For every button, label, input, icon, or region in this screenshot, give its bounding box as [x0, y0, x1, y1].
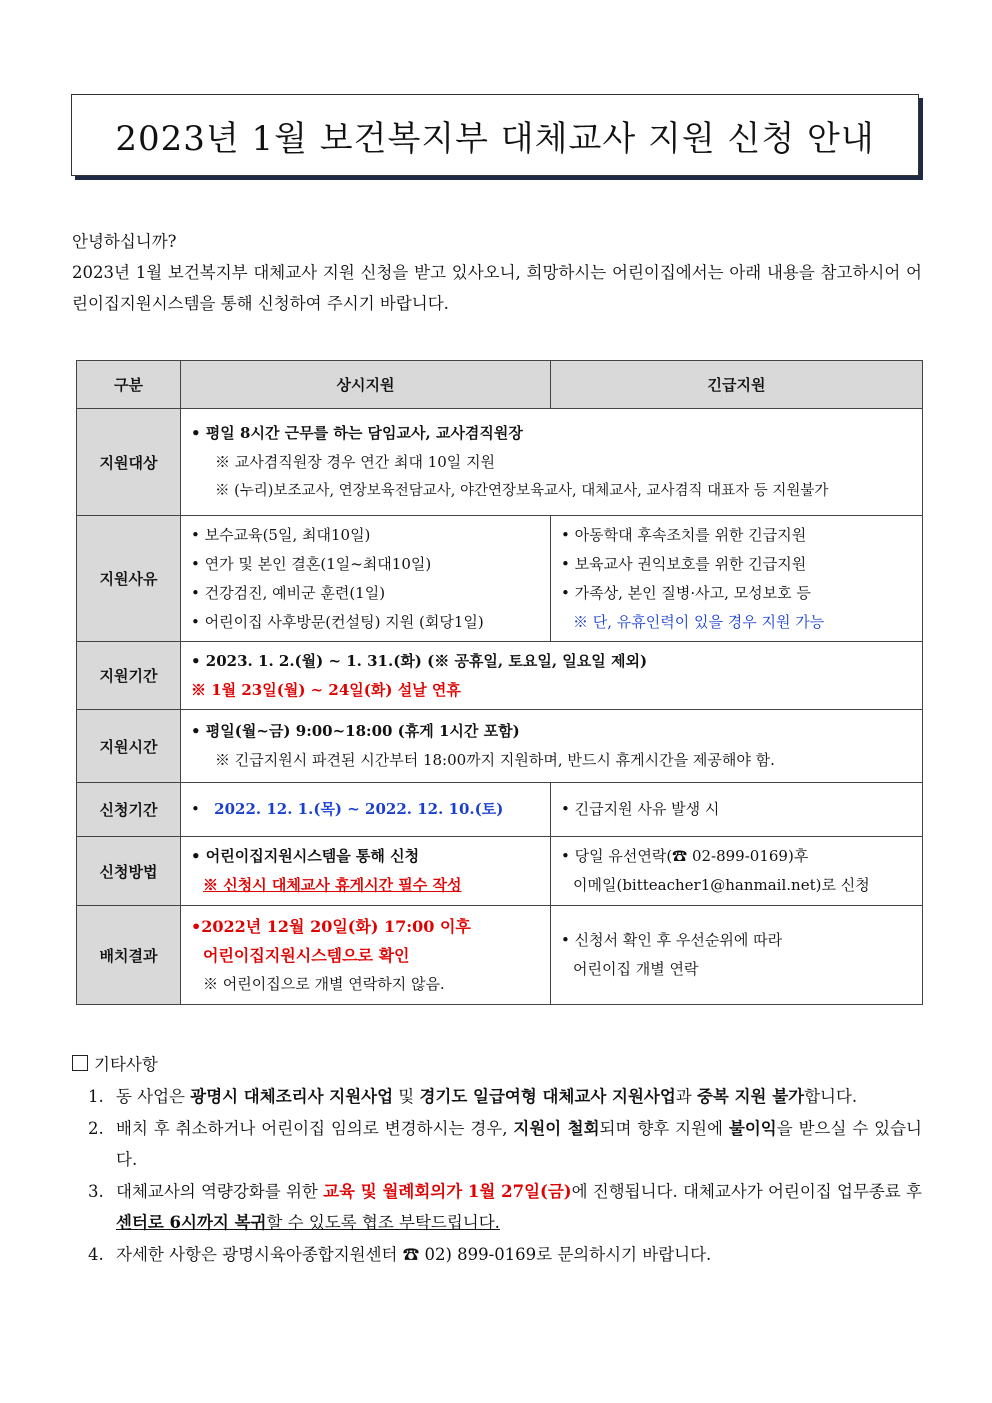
row-method	[77, 837, 923, 906]
title-box	[71, 94, 919, 176]
note-bold: 경기도 일급여형 대체교사 지원사업	[419, 1087, 676, 1106]
note-text: 을 받으실 수 있습니다.	[116, 1119, 922, 1169]
intro	[72, 226, 922, 319]
result-regular-note: ※ 어린이집으로 개별 연락하지 않음.	[203, 974, 445, 993]
method-emergency-2: 이메일(bitteacher1@hanmail.net)로 신청	[573, 876, 870, 894]
target-note-2: ※ (누리)보조교사, 연장보육전담교사, 야간연장보육교사, 대체교사, 교사겸직 대표자 등 지원불가	[215, 482, 829, 499]
note-underline-bold: 센터로 6시까지 복귀	[116, 1213, 267, 1232]
row-label-method: 신청방법	[77, 837, 181, 906]
reason-emergency-cell	[551, 516, 923, 642]
note-item-1	[72, 1081, 922, 1112]
hours-main: • 평일(월~금) 9:00~18:00 (휴게 1시간 포함)	[191, 722, 520, 740]
note-item-2	[72, 1113, 922, 1175]
reason-regular-item: • 어린이집 사후방문(컨설팅) 지원 (회당1일)	[191, 612, 484, 631]
reason-emergency-item: • 아동학대 후속조치를 위한 긴급지원	[561, 525, 807, 544]
reason-emergency-note: ※ 단, 유휴인력이 있을 경우 지원 가능	[573, 612, 825, 631]
reason-regular-item: • 연가 및 본인 결혼(1일~최대10일)	[191, 554, 432, 573]
row-target	[77, 409, 923, 516]
note-bold: 광명시 대체조리사 지원사업	[190, 1087, 394, 1106]
apply-period-regular-cell	[181, 783, 551, 837]
row-hours	[77, 710, 923, 783]
row-label-result: 배치결과	[77, 906, 181, 1005]
method-emergency-1: • 당일 유선연락(☎ 02-899-0169)후	[561, 847, 809, 865]
note-text: 과	[675, 1087, 697, 1106]
result-regular-cell	[181, 906, 551, 1005]
note-underline: 할 수 있도록 협조 부탁드립니다.	[266, 1213, 500, 1232]
row-label-hours: 지원시간	[77, 710, 181, 783]
period-main: • 2023. 1. 2.(월) ~ 1. 31.(화) (※ 공휴일, 토요일, 일요일 제외)	[191, 651, 648, 670]
row-label-target: 지원대상	[77, 409, 181, 516]
page-title: 2023년 1월 보건복지부 대체교사 지원 신청 안내	[115, 118, 875, 159]
row-reason	[77, 516, 923, 642]
note-bold: 중복 지원 불가	[696, 1087, 805, 1106]
target-cell	[181, 409, 923, 516]
reason-regular-cell	[181, 516, 551, 642]
row-label-reason: 지원사유	[77, 516, 181, 642]
note-text: 및	[393, 1087, 420, 1106]
method-regular-cell	[181, 837, 551, 906]
greeting: 안녕하십니까?	[72, 232, 177, 251]
note-bold: 불이익	[728, 1119, 777, 1138]
checkbox-square-icon	[72, 1055, 88, 1071]
header-regular: 상시지원	[181, 361, 551, 409]
method-regular-note: ※ 신청시 대체교사 휴게시간 필수 작성	[203, 876, 462, 894]
note-number: 1.	[88, 1087, 104, 1106]
header-emergency: 긴급지원	[551, 361, 923, 409]
note-number: 4.	[88, 1245, 104, 1264]
result-emergency-1: • 신청서 확인 후 우선순위에 따라	[561, 931, 783, 949]
target-note-1: ※ 교사겸직원장 경우 연간 최대 10일 지원	[215, 452, 496, 471]
table-header-row	[77, 361, 923, 409]
row-apply-period	[77, 783, 923, 837]
note-text: 되며 향후 지원에	[599, 1119, 729, 1138]
apply-period-dates: 2022. 12. 1.(목) ~ 2022. 12. 10.(토)	[214, 800, 504, 818]
method-emergency-cell	[551, 837, 923, 906]
note-text: 배치 후 취소하거나 어린이집 임의로 변경하시는 경우,	[116, 1119, 514, 1138]
apply-period-bullet: •	[191, 800, 200, 818]
support-table	[76, 360, 923, 1005]
apply-period-emergency-cell	[551, 783, 923, 837]
notes-heading	[72, 1050, 922, 1080]
period-holiday: ※ 1월 23일(월) ~ 24일(화) 설날 연휴	[191, 680, 461, 699]
intro-body: 2023년 1월 보건복지부 대체교사 지원 신청을 받고 있사오니, 희망하시는 어린이집에서는 아래 내용을 참고하시어 어린이집지원시스템을 통해 신청하여 주시기 바랍니다.	[72, 263, 922, 313]
reason-emergency-item: • 가족상, 본인 질병·사고, 모성보호 등	[561, 583, 811, 602]
reason-regular-item: • 보수교육(5일, 최대10일)	[191, 525, 371, 544]
row-result	[77, 906, 923, 1005]
header-category: 구분	[77, 361, 181, 409]
reason-emergency-item: • 보육교사 권익보호를 위한 긴급지원	[561, 554, 807, 573]
hours-note: ※ 긴급지원시 파견된 시간부터 18:00까지 지원하며, 반드시 휴게시간을 제공해야 함.	[215, 751, 775, 769]
period-cell	[181, 642, 923, 710]
result-regular-1: •2022년 12월 20일(화) 17:00 이후	[191, 916, 471, 936]
method-regular: • 어린이집지원시스템을 통해 신청	[191, 847, 420, 865]
note-red: 교육 및 월례회의가 1월 27일(금)	[323, 1182, 572, 1201]
note-item-3	[72, 1176, 922, 1238]
result-emergency-cell	[551, 906, 923, 1005]
note-number: 2.	[88, 1119, 104, 1138]
result-emergency-2: 어린이집 개별 연락	[573, 960, 699, 978]
row-label-apply-period: 신청기간	[77, 783, 181, 837]
note-text: 합니다.	[804, 1087, 858, 1106]
apply-period-regular	[191, 795, 540, 824]
note-bold: 지원이 철회	[513, 1119, 600, 1138]
note-item-4	[72, 1239, 922, 1270]
notes-heading-label: 기타사항	[94, 1055, 158, 1074]
note-text: 동 사업은	[116, 1087, 191, 1106]
result-regular-2: 어린이집지원시스템으로 확인	[203, 945, 410, 965]
note-text: 대체교사의 역량강화를 위한	[116, 1182, 324, 1201]
note-number: 3.	[88, 1182, 104, 1201]
note-text: 에 진행됩니다. 대체교사가 어린이집 업무종료 후	[571, 1182, 922, 1201]
row-period	[77, 642, 923, 710]
hours-cell	[181, 710, 923, 783]
reason-regular-item: • 건강검진, 예비군 훈련(1일)	[191, 583, 386, 602]
note-text: 자세한 사항은 광명시육아종합지원센터 ☎ 02) 899-0169로 문의하시기 바랍니다.	[116, 1245, 712, 1264]
notes-section	[72, 1050, 922, 1270]
target-main: • 평일 8시간 근무를 하는 담임교사, 교사겸직원장	[191, 423, 523, 442]
row-label-period: 지원기간	[77, 642, 181, 710]
apply-period-emergency: • 긴급지원 사유 발생 시	[561, 800, 720, 818]
